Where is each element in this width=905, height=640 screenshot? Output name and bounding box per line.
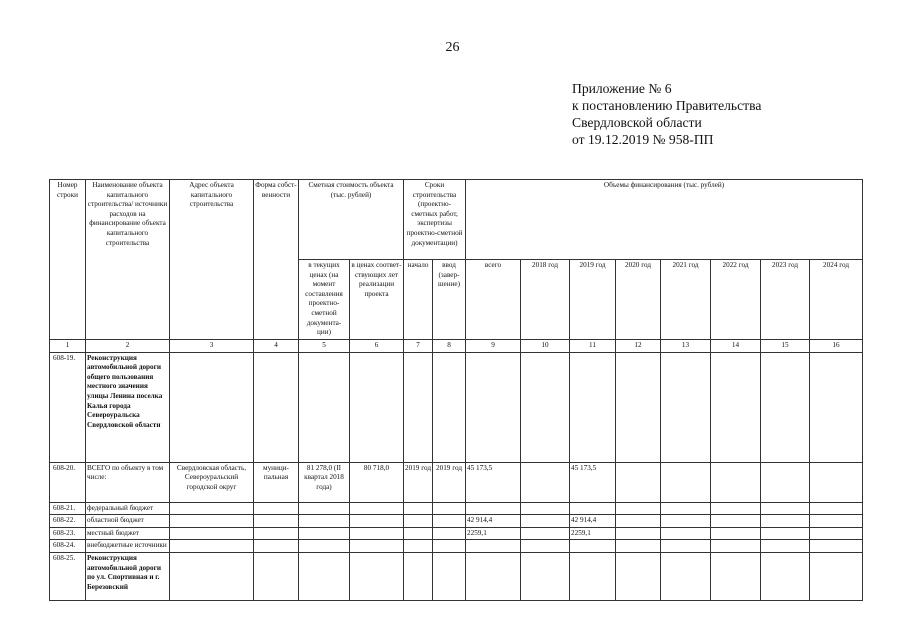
object-name: Реконструкция автомобильной дороги по ул. Спортивная и г. Березовский: [86, 552, 170, 600]
appendix-line-1: Приложение № 6: [572, 81, 672, 96]
col-number: 8: [433, 340, 466, 353]
table-row: [50, 515, 863, 528]
col-number: 1: [50, 340, 86, 353]
header-cost-years: в ценах соответ-ствующих лет реализации проекта: [350, 260, 404, 340]
appendix-block: [572, 80, 761, 148]
row-number: 608-21.: [50, 502, 86, 515]
row-number: 608-24.: [50, 540, 86, 553]
row-number: 608-23.: [50, 527, 86, 540]
object-name: ВСЕГО по объекту в том числе:: [86, 462, 170, 502]
header-total: всего: [466, 260, 521, 340]
financing-2019: 2259,1: [570, 527, 616, 540]
cost-years: 80 718,0: [350, 462, 404, 502]
header-year-2022: 2022 год: [711, 260, 761, 340]
header-cost-current: в текущих ценах (на момент составления проектно-сметной документа-ции): [299, 260, 350, 340]
column-numbers-row: [50, 340, 863, 353]
table-row: [50, 527, 863, 540]
col-number: 5: [299, 340, 350, 353]
header-year-2020: 2020 год: [616, 260, 661, 340]
row-number: 608-19.: [50, 352, 86, 462]
object-name: внебюджетные источники: [86, 540, 170, 553]
object-name: местный бюджет: [86, 527, 170, 540]
col-number: 2: [86, 340, 170, 353]
object-name: областной бюджет: [86, 515, 170, 528]
financing-total: 2259,1: [466, 527, 521, 540]
table-row: [50, 552, 863, 600]
appendix-line-3: Свердловской области: [572, 115, 702, 130]
header-ownership: Форма собст-венности: [254, 180, 299, 340]
start-year: 2019 год: [404, 462, 433, 502]
col-number: 4: [254, 340, 299, 353]
col-number: 10: [521, 340, 570, 353]
row-number: 608-22.: [50, 515, 86, 528]
ownership-form: муници-пальная: [254, 462, 299, 502]
col-number: 6: [350, 340, 404, 353]
object-address: Свердловская область, Североуральский городской округ: [170, 462, 254, 502]
financing-total: 45 173,5: [466, 462, 521, 502]
header-terms: Сроки строительства (проектно-сметных работ, экспертизы проектно-сметной документации): [404, 180, 466, 260]
financing-2019: 42 914,4: [570, 515, 616, 528]
header-year-2021: 2021 год: [661, 260, 711, 340]
col-number: 14: [711, 340, 761, 353]
appendix-line-4: от 19.12.2019 № 958-ПП: [572, 132, 714, 147]
col-number: 3: [170, 340, 254, 353]
table-row: [50, 502, 863, 515]
col-number: 16: [810, 340, 863, 353]
header-name: Наименование объекта капитального строительства/ источники расходов на финансирование объекта капитального строительства: [86, 180, 170, 340]
col-number: 9: [466, 340, 521, 353]
header-row-number: Номер строки: [50, 180, 86, 340]
col-number: 15: [761, 340, 810, 353]
header-year-2018: 2018 год: [521, 260, 570, 340]
col-number: 12: [616, 340, 661, 353]
financing-table: [49, 179, 863, 601]
financing-2019: 45 173,5: [570, 462, 616, 502]
financing-total: 42 914,4: [466, 515, 521, 528]
header-financing: Объемы финансирования (тыс. рублей): [466, 180, 863, 260]
table-row: [50, 352, 863, 462]
object-name: федеральный бюджет: [86, 502, 170, 515]
table-row: [50, 462, 863, 502]
header-end: ввод (завер-шение): [433, 260, 466, 340]
header-year-2023: 2023 год: [761, 260, 810, 340]
appendix-line-2: к постановлению Правительства: [572, 98, 762, 113]
object-name: Реконструкция автомобильной дороги общего пользования местного значения улицы Ленина поселка Калья города Североуральска Свердловской области: [86, 352, 170, 462]
header-row-1: [50, 180, 863, 260]
header-year-2019: 2019 год: [570, 260, 616, 340]
header-year-2024: 2024 год: [810, 260, 863, 340]
table-row: [50, 540, 863, 553]
header-start: начало: [404, 260, 433, 340]
col-number: 11: [570, 340, 616, 353]
row-number: 608-20.: [50, 462, 86, 502]
header-address: Адрес объекта капитального строительства: [170, 180, 254, 340]
row-number: 608-25.: [50, 552, 86, 600]
col-number: 13: [661, 340, 711, 353]
end-year: 2019 год: [433, 462, 466, 502]
col-number: 7: [404, 340, 433, 353]
header-estimated-cost: Сметная стоимость объекта (тыс. рублей): [299, 180, 404, 260]
cost-current: 81 278,0 (II квартал 2018 года): [299, 462, 350, 502]
page-number: 26: [445, 40, 460, 55]
